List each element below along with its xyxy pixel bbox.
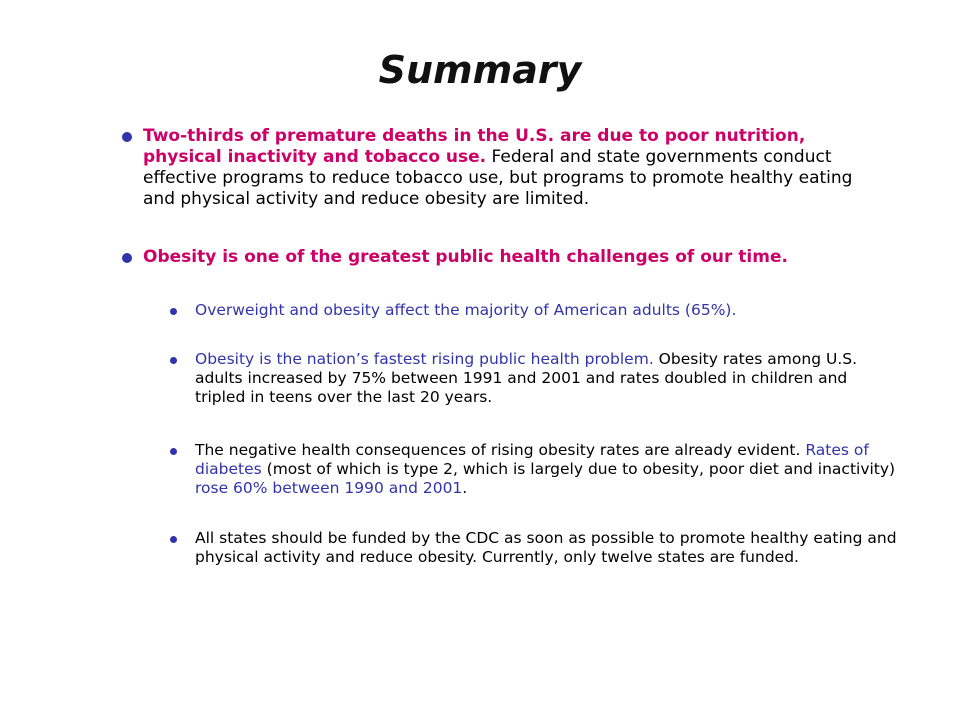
sub-bullet-overweight (170, 301, 900, 320)
bullet-text (143, 126, 884, 210)
bullet-text: All states should be funded by the CDC as soon as possible to promote healthy eating and physical activity and reduce obesity. Currently, only twelve states are funded. (195, 529, 897, 566)
bullet-highlight: Obesity is the nation’s fastest rising public health problem. (195, 350, 654, 368)
bullet-dot-icon (170, 536, 177, 543)
bullet-dot-icon (122, 132, 132, 142)
sub-bullet-fastest-rising (170, 350, 900, 407)
bullet-text (195, 441, 900, 498)
bullet-text (195, 301, 900, 320)
bullet-highlight: Obesity is one of the greatest public health challenges of our time. (143, 247, 788, 267)
page-title: Summary (378, 48, 582, 92)
bullet-text (143, 247, 884, 268)
bullet-highlight: rose 60% between 1990 and 2001 (195, 479, 463, 497)
bullet-premature-deaths (122, 126, 884, 210)
bullet-part: The negative health consequences of rising obesity rates are already evident. (195, 441, 806, 459)
bullet-dot-icon (170, 448, 177, 455)
bullet-dot-icon (122, 253, 132, 263)
sub-bullet-cdc-funding (170, 529, 900, 567)
bullet-highlight: Rates of diabetes (195, 441, 869, 478)
bullet-dot-icon (170, 357, 177, 364)
bullet-rest: Federal and state governments conduct effective programs to reduce tobacco use, but programs to promote healthy eating and physical activity and reduce obesity are limited. (143, 147, 853, 209)
bullet-text (195, 350, 900, 407)
bullet-dot-icon (170, 308, 177, 315)
bullet-part: . (462, 479, 468, 497)
bullet-obesity-challenge (122, 247, 884, 268)
bullet-highlight: Overweight and obesity affect the majority of American adults (65%). (195, 301, 737, 319)
bullet-rest: Obesity rates among U.S. adults increased by 75% between 1991 and 2001 and rates doubled in children and tripled in teens over the last 20 years. (195, 350, 858, 406)
bullet-part: (most of which is type 2, which is largely due to obesity, poor diet and inactivity) (261, 460, 896, 478)
bullet-highlight: Two-thirds of premature deaths in the U.S. are due to poor nutrition, physical inactivity and tobacco use. (143, 126, 806, 167)
sub-bullet-health-consequences (170, 441, 900, 498)
